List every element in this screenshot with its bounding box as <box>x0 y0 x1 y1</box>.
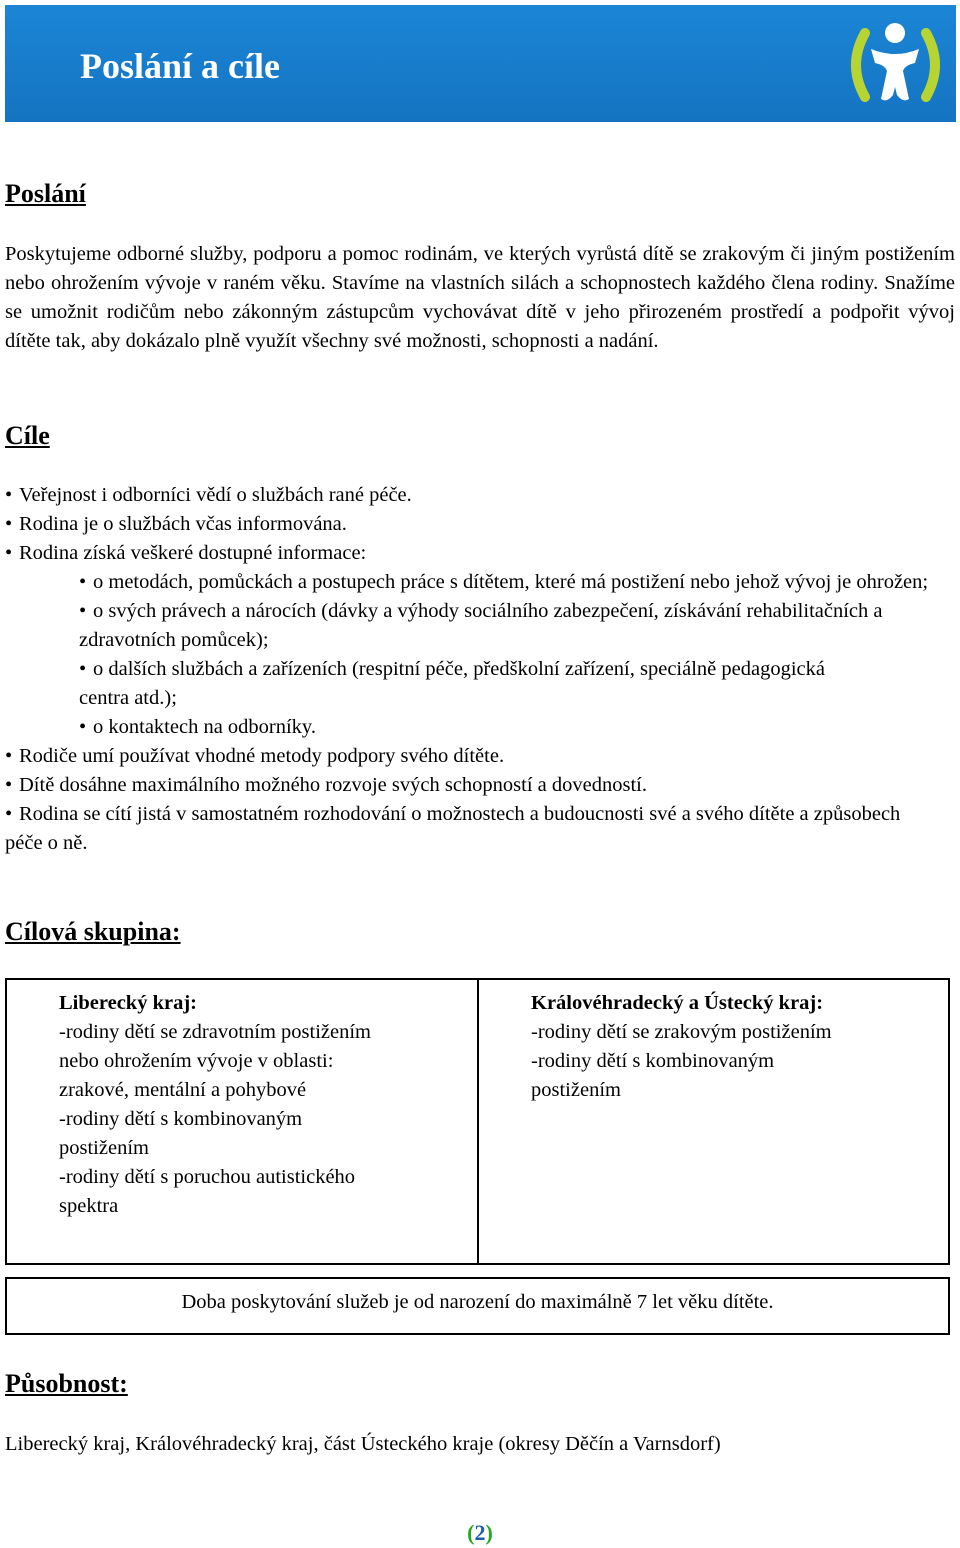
sub-list-item-text: o kontaktech na odborníky. <box>93 716 316 738</box>
page-title: Poslání a cíle <box>80 46 280 86</box>
list-item-text: Veřejnost i odborníci vědí o službách rané péče. <box>19 484 412 506</box>
region-title: Královéhradecký a Ústecký kraj: <box>531 992 824 1014</box>
section-heading-cilova-skupina: Cílová skupina: <box>5 917 181 946</box>
list-item <box>5 510 955 539</box>
sub-list-item-text: o svých právech a nárocích (dávky a výhody sociálního zabezpečení, získávání rehabilitačních a zdravotních pomůcek); <box>79 600 883 651</box>
sub-list-item <box>79 597 899 655</box>
service-duration-note: Doba poskytování služeb je od narození do maximálně 7 let věku dítěte. <box>181 1291 774 1313</box>
sub-list-item-text: o dalších službách a zařízeních (respitní péče, předškolní zařízení, speciálně pedagogická centra atd.); <box>79 658 825 709</box>
sub-list-item-text: o metodách, pomůckách a postupech práce s dítětem, které má postižení nebo jehož vývoj je ohrožen; <box>93 571 929 593</box>
list-item <box>5 800 925 858</box>
list-item <box>5 481 955 510</box>
header-banner <box>5 5 956 122</box>
group-line: -rodiny dětí s kombinovaným <box>59 1108 303 1130</box>
sub-list-item <box>79 713 955 742</box>
list-item-text: Rodina je o službách včas informována. <box>19 513 347 535</box>
group-line: -rodiny dětí s kombinovaným <box>531 1050 775 1072</box>
list-item <box>5 742 955 771</box>
group-line: -rodiny dětí s poruchou autistického <box>59 1166 356 1188</box>
scope-text: Liberecký kraj, Královéhradecký kraj, část Ústeckého kraje (okresy Děčín a Varnsdorf) <box>5 1433 721 1455</box>
child-figure-logo-icon <box>843 15 948 115</box>
group-line: -rodiny dětí se zdravotním postižením <box>59 1021 371 1043</box>
page-number <box>0 1520 960 1546</box>
sub-list-item <box>79 655 879 713</box>
group-line: postižením <box>59 1137 149 1159</box>
list-item-text: Rodina se cítí jistá v samostatném rozhodování o možnostech a budoucnosti své a svého dítěte a způsobech péče o ně. <box>5 803 901 854</box>
list-item <box>5 539 955 742</box>
group-line: zrakové, mentální a pohybové <box>59 1079 307 1101</box>
list-item-text: Dítě dosáhne maximálního možného rozvoje svých schopností a dovedností. <box>19 774 647 796</box>
group-line: -rodiny dětí se zrakovým postižením <box>531 1021 832 1043</box>
list-item <box>5 771 955 800</box>
target-group-liberec <box>59 989 459 1221</box>
goals-list <box>5 481 955 858</box>
table-divider <box>477 980 479 1264</box>
list-item-text: Rodiče umí používat vhodné metody podpory svého dítěte. <box>19 745 505 767</box>
page-number-value: 2 <box>474 1520 486 1545</box>
page-number-close: ) <box>485 1520 493 1545</box>
group-line: nebo ohrožením vývoje v oblasti: <box>59 1050 334 1072</box>
sub-list-item <box>79 568 949 597</box>
list-item-text: Rodina získá veškeré dostupné informace: <box>19 542 367 564</box>
target-group-hradec-usti <box>531 989 941 1105</box>
section-heading-cile: Cíle <box>5 421 50 450</box>
section-heading-poslani: Poslání <box>5 179 86 208</box>
mission-paragraph: Poskytujeme odborné služby, podporu a pomoc rodinám, ve kterých vyrůstá dítě se zrakovým či jiným postižením nebo ohrožením vývoje v raném věku. Stavíme na vlastních silách a schopnostech každého člena rodiny. Snažíme se umožnit rodičům nebo zákonným zástupcům vychovávat dítě v jeho přirozeném prostředí a podpořit vývoj dítěte tak, aby dokázalo plně využít všechny své možnosti, schopnosti a nadání. <box>5 243 955 352</box>
group-line: postižením <box>531 1079 621 1101</box>
section-heading-pusobnost: Působnost: <box>5 1369 128 1398</box>
page-number-open: ( <box>467 1520 475 1545</box>
group-line: spektra <box>59 1195 119 1217</box>
sub-list <box>5 568 955 742</box>
region-title: Liberecký kraj: <box>59 992 197 1014</box>
